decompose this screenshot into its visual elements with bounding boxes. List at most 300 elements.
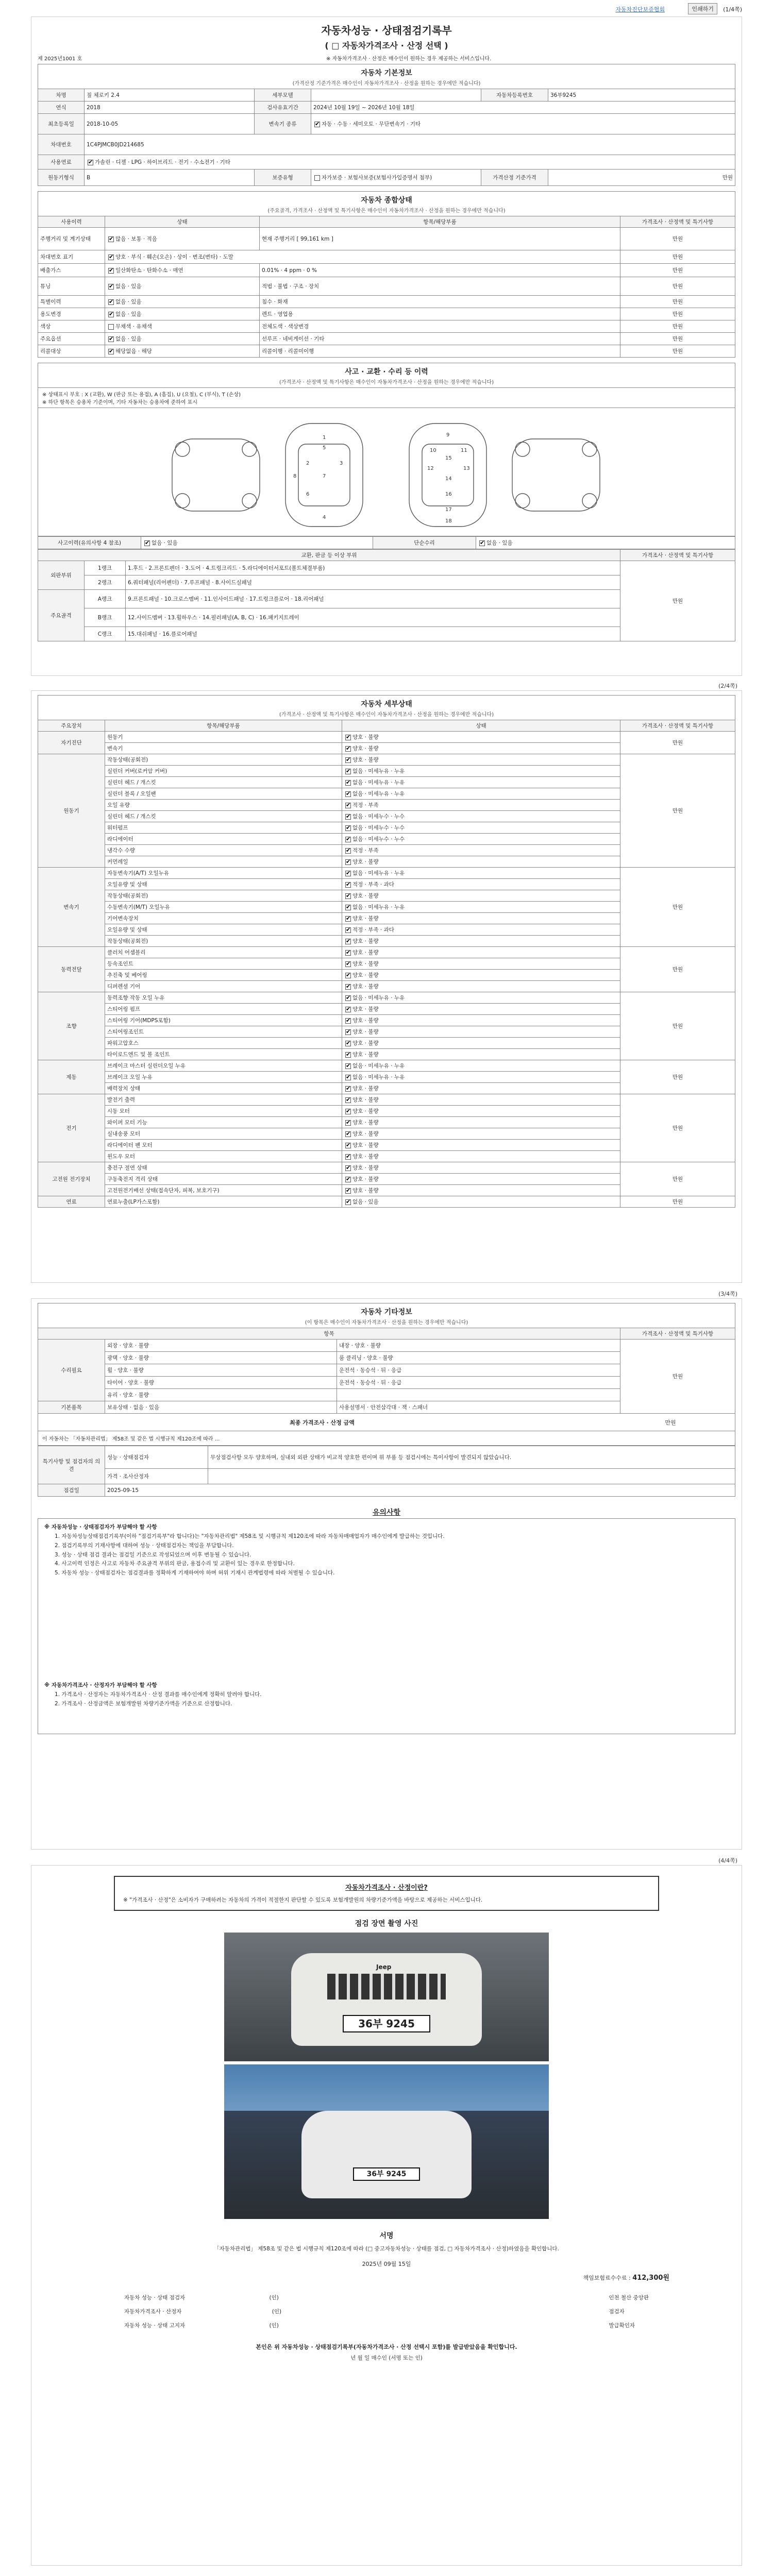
detail-row: [38, 992, 735, 1004]
page-number: (1/4쪽): [723, 6, 742, 13]
checkbox-good[interactable]: [345, 882, 351, 888]
checkbox-good[interactable]: [345, 1199, 351, 1205]
detail-item-label: 오일유량 및 상태: [105, 879, 342, 890]
car-label-6: 6: [306, 492, 310, 497]
checkbox-good[interactable]: [345, 1018, 351, 1024]
other-cell: 룸 클리닝 · 양호 · 불량: [337, 1352, 620, 1364]
checkbox-gasoline[interactable]: [88, 160, 93, 165]
basic-info-table: [38, 89, 735, 186]
overall-row-item: 배출가스: [38, 264, 105, 277]
info-banner: [114, 1876, 659, 1911]
car-label-11: 11: [461, 448, 467, 453]
sign-date: 2025년 09월 15일: [362, 2260, 411, 2267]
detail-group-label: 연료: [38, 1196, 105, 1208]
detail-item-state: ✔ 없음 · 있음: [342, 1196, 620, 1208]
detail-item-state: ✔ 양호 · 불량: [342, 1106, 620, 1117]
overall-row-item: 특별이력: [38, 296, 105, 308]
checkbox-good[interactable]: [345, 950, 351, 956]
banner-title: 자동차가격조사 · 산정이란?: [345, 1884, 428, 1892]
detail-item-state: ✔ 양호 · 불량: [342, 890, 620, 902]
detail-item-state: ✔ 양호 · 불량: [342, 970, 620, 981]
checkbox-good[interactable]: [345, 893, 351, 899]
rear-photo: [224, 2064, 549, 2219]
overall-row-detail: 0.01% · 4 ppm · 0 %: [260, 264, 620, 277]
checkbox-good[interactable]: [345, 746, 351, 752]
signer-opinion: 무상점검사항 모두 양호하며, 실내외 외판 상태가 비교적 양호한 편이며 위 부품 등 점검시에는 특이사항이 발견되지 않았습니다.: [208, 1446, 735, 1469]
doc-note: ※ 자동차가격조사 · 산정은 매수인이 원하는 경우 제공하는 서비스입니다.: [326, 56, 492, 62]
detail-item-label: 고전원전기배선 상태(접속단자, 피복, 보호기구): [105, 1185, 342, 1196]
car-label-1: 1: [323, 435, 326, 440]
detail-item-label: 수동변속기(M/T) 오일누유: [105, 902, 342, 913]
detail-item-label: 기어변속장치: [105, 913, 342, 924]
other-header-item: 항목: [38, 1328, 620, 1340]
detail-item-label: 브레이크 마스터 실린더오일 누유: [105, 1060, 342, 1072]
rank-label: B랭크: [85, 608, 126, 627]
detail-row: [38, 754, 735, 766]
other-cell: 휠 · 양호 · 불량: [105, 1364, 337, 1377]
detail-item-label: 오일 유량: [105, 800, 342, 811]
overall-row-price: 만원: [620, 320, 735, 333]
other-basic-label: 기본품목: [38, 1401, 105, 1414]
detail-item-label: 실린더 헤드 / 개스킷: [105, 777, 342, 788]
detail-item-state: ✔ 양호 · 불량: [342, 754, 620, 766]
final-price-unit: 만원: [665, 1419, 676, 1426]
car-label-17: 17: [445, 507, 452, 513]
right-label-1: 인천 철산 중앙판: [609, 2294, 649, 2301]
checkbox-state[interactable]: [108, 255, 114, 260]
document-title: 자동차성능 · 상태점검기록부: [321, 24, 452, 37]
overall-row-price: 만원: [620, 345, 735, 358]
overall-row-price: 만원: [620, 333, 735, 345]
accident-legend-2: ※ 하단 항목은 승용차 기준이며, 기타 자동차는 승용차에 준하여 표시: [42, 400, 197, 405]
overall-header-history: 사용이력: [38, 216, 105, 228]
overall-row-price: 만원: [620, 308, 735, 320]
overall-row-price: 만원: [620, 296, 735, 308]
detail-subtitle: (가격조사 · 산정액 및 특기사항은 매수인이 자동차가격조사 · 산정을 원하는 경우에만 적습니다): [38, 710, 735, 720]
sign-text: 「자동차관리법」 제58조 및 같은 법 시행규칙 제120조에 따라 (□ 중고자동차성능 · 상태를 점검, □ 자동차가격조사 · 산정)하였음을 확인합니다.: [214, 2245, 559, 2252]
detail-item-state: ✔ 없음 · 미세누유 · 누유: [342, 992, 620, 1004]
right-label-3: 발급확인자: [609, 2323, 635, 2329]
signer-role: 성능 · 상태점검자: [105, 1446, 208, 1469]
label-car-name: 차명: [38, 89, 85, 101]
page-2: [31, 683, 742, 1283]
detail-item-state: ✔ 적정 · 부족: [342, 845, 620, 856]
detail-item-label: 냉각수 수량: [105, 845, 342, 856]
detail-item-label: 브레이크 오일 누유: [105, 1072, 342, 1083]
detail-group-price: 만원: [620, 754, 735, 868]
checkbox-good[interactable]: [345, 1041, 351, 1046]
simple-repair-value: ✔ 없음 · 있음: [476, 537, 735, 549]
overall-row-price: 만원: [620, 250, 735, 264]
checkbox-state[interactable]: [108, 299, 114, 305]
detail-item-state: ✔ 양호 · 불량: [342, 1004, 620, 1015]
overall-header-price: 가격조사 · 산정액 및 특기사항: [620, 216, 735, 228]
overall-row-state: ✔ 일산화탄소 · 탄화수소 · 매연: [105, 264, 260, 277]
rank-parts: 6.쿼터패널(리어펜더) · 7.루프패널 · 8.사이드실패널: [126, 575, 620, 590]
detail-item-state: ✔ 없음 · 미세누수 · 누수: [342, 822, 620, 834]
notes-item: 5. 자동차 성능 · 상태점검자는 점검결과를 정확하게 기재하여야 하며 허위 기재시 관계법령에 따라 처벌될 수 있습니다.: [55, 1570, 335, 1577]
checkbox-good[interactable]: [345, 791, 351, 797]
checkbox-good[interactable]: [345, 905, 351, 910]
label-first-reg: 최초등록일: [38, 114, 85, 134]
accident-title: 사고 · 교환 · 수리 등 이력: [38, 363, 735, 378]
detail-item-label: 스티어링조인트: [105, 1026, 342, 1038]
rank-parts: 15.대쉬패널 · 16.플로어패널: [126, 627, 620, 641]
detail-item-state: ✔ 없음 · 미세누수 · 누수: [342, 834, 620, 845]
accident-subtitle: (가격조사 · 산정액 및 특기사항은 매수인이 자동차가격조사 · 산정을 원하는 경우에만 적습니다): [38, 378, 735, 387]
other-cell: 내장 · 양호 · 불량: [337, 1340, 620, 1352]
license-plate: 36부 9245: [343, 2015, 430, 2032]
detail-item-label: 충전구 절연 상태: [105, 1162, 342, 1174]
overall-subtitle: (주요골격, 가격조사 · 산정액 및 특기사항은 매수인이 자동차가격조사 · 산정을 원하는 경우에만 적습니다): [38, 206, 735, 216]
checkbox-good[interactable]: [345, 859, 351, 865]
detail-row: [38, 1196, 735, 1208]
detail-item-state: ✔ 양호 · 불량: [342, 936, 620, 947]
detail-group-label: 자기진단: [38, 732, 105, 754]
checkbox-no-repair[interactable]: [479, 540, 485, 546]
car-label-15: 15: [445, 455, 452, 461]
detail-item-state: ✔ 양호 · 불량: [342, 1049, 620, 1060]
checkbox-state[interactable]: [108, 312, 114, 317]
detail-item-state: ✔ 양호 · 불량: [342, 1083, 620, 1094]
cert-link[interactable]: 자동차진단보증협회: [615, 6, 665, 13]
other-cell: 유리 · 양호 · 불량: [105, 1389, 337, 1401]
page-3: [31, 1291, 742, 1850]
detail-item-label: 연료누출(LP가스포함): [105, 1196, 342, 1208]
label-fuel: 사용연료: [38, 155, 85, 170]
detail-row: [38, 1094, 735, 1106]
checkbox-auto[interactable]: [314, 122, 320, 127]
checkbox-good[interactable]: [345, 1063, 351, 1069]
other-repair-label: 수리필요: [38, 1340, 105, 1401]
checkbox-good[interactable]: [345, 1165, 351, 1171]
overall-header-state: 상태: [105, 216, 260, 228]
car-label-7: 7: [323, 473, 326, 479]
overall-row-state: ✔ 양호 · 부식 · 훼손(오손) · 상이 · 변조(변타) · 도말: [105, 250, 620, 264]
rank-label: 2랭크: [85, 575, 126, 590]
notes-item: 4. 사고이력 인정은 사고로 자동차 주요골격 부위의 판금, 용접수리 및 교환이 있는 경우로 한정합니다.: [55, 1561, 295, 1567]
checkbox-good[interactable]: [345, 735, 351, 740]
detail-group-price: 만원: [620, 1162, 735, 1196]
other-price: 만원: [620, 1340, 735, 1414]
detail-item-state: ✔ 양호 · 불량: [342, 743, 620, 754]
overall-row-item: 차대번호 표기: [38, 250, 105, 264]
fee-value: 412,300원: [632, 2274, 669, 2282]
parts-price-header: 가격조사 · 산정액 및 특기사항: [620, 550, 735, 561]
checkbox-good[interactable]: [345, 848, 351, 854]
detail-group-price: 만원: [620, 992, 735, 1060]
detail-item-label: 워터펌프: [105, 822, 342, 834]
other-table: [38, 1328, 735, 1414]
detail-group-label: 동력전달: [38, 947, 105, 992]
checkbox-good[interactable]: [345, 825, 351, 831]
detail-group-price: 만원: [620, 1094, 735, 1162]
overall-header-detail: 항목/해당부품: [260, 216, 620, 228]
overall-row-price: 만원: [620, 264, 735, 277]
other-title: 자동차 기타정보: [38, 1303, 735, 1318]
car-label-12: 12: [427, 466, 434, 471]
other-cell: 사용설명서 · 안전삼각대 · 잭 · 스패너: [337, 1401, 620, 1414]
overall-row-item: 주행거리 및 계기상태: [38, 228, 105, 250]
detail-table: [38, 720, 735, 1208]
overall-row-price: 만원: [620, 228, 735, 250]
parts-price: 만원: [620, 561, 735, 641]
checkbox-good[interactable]: [345, 1097, 351, 1103]
overall-row-detail: 선루프 · 네비게이션 · 기타: [260, 333, 620, 345]
front-photo: [224, 1933, 549, 2061]
overall-row-item: 용도변경: [38, 308, 105, 320]
detail-item-state: ✔ 양호 · 불량: [342, 958, 620, 970]
car-label-4: 4: [323, 515, 326, 520]
value-base-price: 만원: [548, 170, 735, 186]
inspection-date-value: 2025-09-15: [105, 1484, 735, 1497]
checkbox-good[interactable]: [345, 995, 351, 1001]
overall-row-state: ✔ 없음 · 있음: [105, 308, 260, 320]
label-sub-model: 세부모델: [255, 89, 311, 101]
page-number-2: (2/4쪽): [718, 683, 737, 689]
detail-item-state: ✔ 양호 · 불량: [342, 732, 620, 743]
other-cell: 타이어 · 양호 · 불량: [105, 1377, 337, 1389]
checkbox-good[interactable]: [345, 803, 351, 808]
overall-row-detail: 전체도색 · 색상변경: [260, 320, 620, 333]
detail-group-price: 만원: [620, 947, 735, 992]
detail-header-device: 주요장치: [38, 720, 105, 732]
final-price-note: 이 자동차는 「자동차관리법」 제58조 및 같은 법 시행규칙 제120조에 따라 ...: [38, 1431, 735, 1446]
doc-number: 제 2025년1001 호: [38, 56, 82, 62]
detail-item-state: ✔ 없음 · 미세누유 · 누유: [342, 868, 620, 879]
detail-item-label: 타이로드엔드 및 볼 조인트: [105, 1049, 342, 1060]
checkbox-state[interactable]: [108, 324, 114, 330]
value-first-reg: 2018-10-05: [85, 114, 255, 134]
other-cell: 운전석 · 동승석 · 뒤 · 응급: [337, 1364, 620, 1377]
detail-item-label: 자동변속기(A/T) 오일누유: [105, 868, 342, 879]
checkbox-good[interactable]: [345, 916, 351, 922]
car-label-3: 3: [340, 461, 343, 466]
notes-section-1: ※ 자동차성능 · 상태점검자가 부담해야 할 사항: [44, 1524, 157, 1530]
overall-table: [38, 216, 735, 358]
overall-row-item: 리콜대상: [38, 345, 105, 358]
rank-parts: 1.후드 · 2.프론트펜더 · 3.도어 · 4.트렁크리드 · 5.라디에이터서포트(볼트체결부품): [126, 561, 620, 575]
checkbox-good[interactable]: [345, 1154, 351, 1160]
checkbox-good[interactable]: [345, 973, 351, 978]
detail-item-label: 파워고압호스: [105, 1038, 342, 1049]
detail-item-state: ✔ 없음 · 미세누유 · 누유: [342, 902, 620, 913]
detail-item-state: ✔ 양호 · 불량: [342, 1094, 620, 1106]
detail-item-label: 실내송풍 모터: [105, 1128, 342, 1140]
car-label-2: 2: [306, 461, 310, 466]
checkbox-good[interactable]: [345, 769, 351, 774]
checkbox-good[interactable]: [345, 1086, 351, 1092]
checkbox-good[interactable]: [345, 1109, 351, 1114]
detail-item-state: ✔ 적정 · 부족 · 과다: [342, 924, 620, 936]
car-diagram: [38, 408, 735, 536]
value-warranty: 자가보증 · 보험사보증(보험사가입증명서 첨부): [311, 170, 481, 186]
accident-history-table: [38, 536, 735, 549]
checkbox-good[interactable]: [345, 1177, 351, 1182]
detail-item-label: 동력조향 작동 오일 누유: [105, 992, 342, 1004]
checkbox-self-warranty[interactable]: [314, 175, 320, 181]
detail-header-price: 가격조사 · 산정액 및 특기사항: [620, 720, 735, 732]
checkbox-good[interactable]: [345, 1052, 351, 1058]
checkbox-state[interactable]: [108, 268, 114, 274]
notes-title: 유의사항: [372, 1509, 401, 1517]
checkbox-good[interactable]: [345, 1131, 351, 1137]
detail-item-label: 실린더 헤드 / 개스킷: [105, 811, 342, 822]
detail-item-label: 작동상태(공회전): [105, 936, 342, 947]
checkbox-good[interactable]: [345, 1120, 351, 1126]
overall-row-state: ✔ 없음 · 있음: [105, 296, 260, 308]
label-vin: 차대번호: [38, 134, 85, 155]
notes-item: 1. 자동차성능상태점검기록부(이하 "점검기록부"라 합니다)는 "자동차관리법" 제58조 및 시행규칙 제120조에 따라 자동차매매업자가 매수인에게 발급하는 것입니다.: [55, 1533, 445, 1539]
document-subtitle: ( □ 자동차가격조사 · 산정 선택 ): [325, 41, 448, 50]
detail-item-state: ✔ 양호 · 불량: [342, 1026, 620, 1038]
other-cell: 외장 · 양호 · 불량: [105, 1340, 337, 1352]
detail-item-state: ✔ 없음 · 미세누수 · 누수: [342, 811, 620, 822]
page-1: [31, 16, 742, 676]
checkbox-good[interactable]: [345, 1029, 351, 1035]
overall-row-item: 튜닝: [38, 277, 105, 296]
detail-item-state: ✔ 없음 · 미세누유 · 누유: [342, 788, 620, 800]
overall-row-state: 무채색 · 유채색: [105, 320, 260, 333]
checkbox-good[interactable]: [345, 961, 351, 967]
detail-item-label: 작동상태(공회전): [105, 890, 342, 902]
print-button[interactable]: 인쇄하기: [688, 3, 717, 14]
overall-row-state: ✔ 없음 · 있음: [105, 333, 260, 345]
rank-label: A랭크: [85, 590, 126, 608]
detail-item-state: ✔ 양호 · 불량: [342, 1038, 620, 1049]
basic-info-title: 자동차 기본정보: [38, 64, 735, 79]
sign-footer: 본인은 위 자동차성능 · 상태점검기록부(자동차가격조사 · 산정 선택시 포함)를 발급받았음을 확인합니다.: [256, 2343, 517, 2350]
detail-row: [38, 1162, 735, 1174]
detail-group-price: 만원: [620, 1196, 735, 1208]
detail-item-label: 배력장치 상태: [105, 1083, 342, 1094]
checkbox-good[interactable]: [345, 939, 351, 944]
value-fuel: ✔ 가솔린 · 디젤 · LPG · 하이브리드 · 전기 · 수소전기 · 기타: [85, 155, 735, 170]
checkbox-good[interactable]: [345, 814, 351, 820]
rank-label: 1랭크: [85, 561, 126, 575]
checkbox-state[interactable]: [108, 284, 114, 290]
checkbox-good[interactable]: [345, 984, 351, 990]
detail-item-label: 스티어링 펌프: [105, 1004, 342, 1015]
detail-item-label: 실린더 블록 / 오일팬: [105, 788, 342, 800]
signer-role-3: 자동차 성능 · 상태 고지자 (인): [124, 2323, 279, 2329]
notes-section-2: ※ 자동차가격조사 · 산정자가 부담해야 할 사항: [44, 1682, 157, 1689]
sign-footer-2: 년 월 일 매수인 (서명 또는 인): [350, 2354, 423, 2361]
detail-group-price: 만원: [620, 1060, 735, 1094]
checkbox-good[interactable]: [345, 757, 351, 763]
label-warranty: 보증유형: [255, 170, 311, 186]
detail-item-state: ✔ 양호 · 불량: [342, 1151, 620, 1162]
detail-group-label: 전기: [38, 1094, 105, 1162]
car-label-5: 5: [323, 445, 326, 451]
detail-group-label: 제동: [38, 1060, 105, 1094]
detail-item-label: 오일유량 및 상태: [105, 924, 342, 936]
photos-title: 점검 장면 촬영 사진: [355, 1919, 418, 1928]
notes-item: 1. 가격조사 · 산정자는 자동차가격조사 · 산정 결과를 매수인에게 정확히 알려야 합니다.: [55, 1691, 262, 1698]
detail-group-price: 만원: [620, 868, 735, 947]
label-base-price: 가격산정 기준가격: [481, 170, 548, 186]
checkbox-state[interactable]: [108, 236, 114, 242]
signer-role-1: 자동차 성능 · 상태 점검자 (인): [124, 2294, 279, 2301]
banner-text: ※ "가격조사 · 산정"은 소비자가 구매하려는 자동차의 가격이 적절한지 판단할 수 있도록 보험개발원의 차량기준가액을 바탕으로 제공하는 서비스입니다.: [123, 1897, 483, 1903]
detail-item-state: ✔ 없음 · 미세누유 · 누유: [342, 777, 620, 788]
value-transmission: ✔ 자동 · 수동 · 세미오토 · 무단변속기 · 기타: [311, 114, 735, 134]
detail-item-label: 추진축 및 베어링: [105, 970, 342, 981]
car-diagram-svg: [38, 408, 736, 536]
accident-history-label: 사고이력(유의사항 4 참조): [38, 537, 141, 549]
car-label-13: 13: [463, 466, 470, 471]
detail-group-label: 원동기: [38, 754, 105, 868]
overall-row-detail: 렌트 · 영업용: [260, 308, 620, 320]
detail-title: 자동차 세부상태: [38, 695, 735, 710]
basic-info-subtitle: (가격산정 기준가격은 매수인이 자동차가격조사 · 산정을 원하는 경우에만 적습니다): [38, 79, 735, 89]
detail-row: [38, 868, 735, 879]
checkbox-state[interactable]: [108, 349, 114, 354]
detail-item-label: 커먼레일: [105, 856, 342, 868]
rank-label: C랭크: [85, 627, 126, 641]
detail-item-state: ✔ 적정 · 부족 · 과다: [342, 879, 620, 890]
overall-row-state: ✔ 해당없음 · 해당: [105, 345, 260, 358]
detail-item-label: 라디에이터: [105, 834, 342, 845]
overall-row-detail: 적법 · 불법 · 구조 · 장치: [260, 277, 620, 296]
detail-row: [38, 732, 735, 743]
brand-badge: Jeep: [376, 1963, 392, 1971]
value-inspection-period: 2024년 10월 19일 ~ 2026년 10월 18일: [311, 101, 735, 114]
detail-header-item: 항목/해당부품: [105, 720, 342, 732]
detail-item-label: 구동축전지 격리 상태: [105, 1174, 342, 1185]
detail-item-label: 시동 모터: [105, 1106, 342, 1117]
detail-item-state: ✔ 양호 · 불량: [342, 947, 620, 958]
value-vin: 1C4PJMCB0JD214685: [85, 134, 735, 155]
overall-title: 자동차 종합상태: [38, 191, 735, 206]
checkbox-good[interactable]: [345, 871, 351, 876]
page-number-3: (3/4쪽): [718, 1291, 737, 1297]
detail-item-state: ✔ 양호 · 불량: [342, 1162, 620, 1174]
value-year: 2018: [85, 101, 255, 114]
other-cell: 운전석 · 동승석 · 뒤 · 응급: [337, 1377, 620, 1389]
checkbox-good[interactable]: [345, 780, 351, 786]
rank-parts: 12.사이드멤버 · 13.휠하우스 · 14.필러패널(A, B, C) · 16.패키지트레이: [126, 608, 620, 627]
detail-item-label: 클러치 어셈블리: [105, 947, 342, 958]
detail-item-label: 디퍼렌셜 기어: [105, 981, 342, 992]
checkbox-good[interactable]: [345, 1007, 351, 1012]
detail-row: [38, 947, 735, 958]
checkbox-state[interactable]: [108, 336, 114, 342]
rank-parts: 9.프론트패널 · 10.크로스멤버 · 11.인사이드패널 · 17.트렁크플로어 · 18.리어패널: [126, 590, 620, 608]
detail-header-state: 상태: [342, 720, 620, 732]
license-plate-rear: 36부 9245: [353, 2167, 420, 2181]
sign-title: 서명: [379, 2231, 394, 2240]
checkbox-good[interactable]: [345, 1143, 351, 1148]
detail-item-label: 스티어링 기어(MDPS포함): [105, 1015, 342, 1026]
outer-label: 외판부위: [38, 561, 85, 590]
value-car-name: 짚 체로키 2.4: [85, 89, 255, 101]
overall-row-detail: 리콜이행 · 리콜미이행: [260, 345, 620, 358]
detail-item-state: ✔ 양호 · 불량: [342, 1117, 620, 1128]
checkbox-good[interactable]: [345, 837, 351, 842]
car-label-8: 8: [293, 473, 297, 479]
checkbox-no-accident[interactable]: [144, 540, 150, 546]
detail-row: [38, 1060, 735, 1072]
checkbox-good[interactable]: [345, 1075, 351, 1080]
checkbox-good[interactable]: [345, 1188, 351, 1194]
label-engine-type: 원동기형식: [38, 170, 85, 186]
label-inspection-period: 검사유효기간: [255, 101, 311, 114]
checkbox-good[interactable]: [345, 927, 351, 933]
accident-history-value: ✔ 없음 · 있음: [141, 537, 373, 549]
label-plate: 자동차등록번호: [481, 89, 548, 101]
simple-repair-label: 단순수리: [373, 537, 476, 549]
